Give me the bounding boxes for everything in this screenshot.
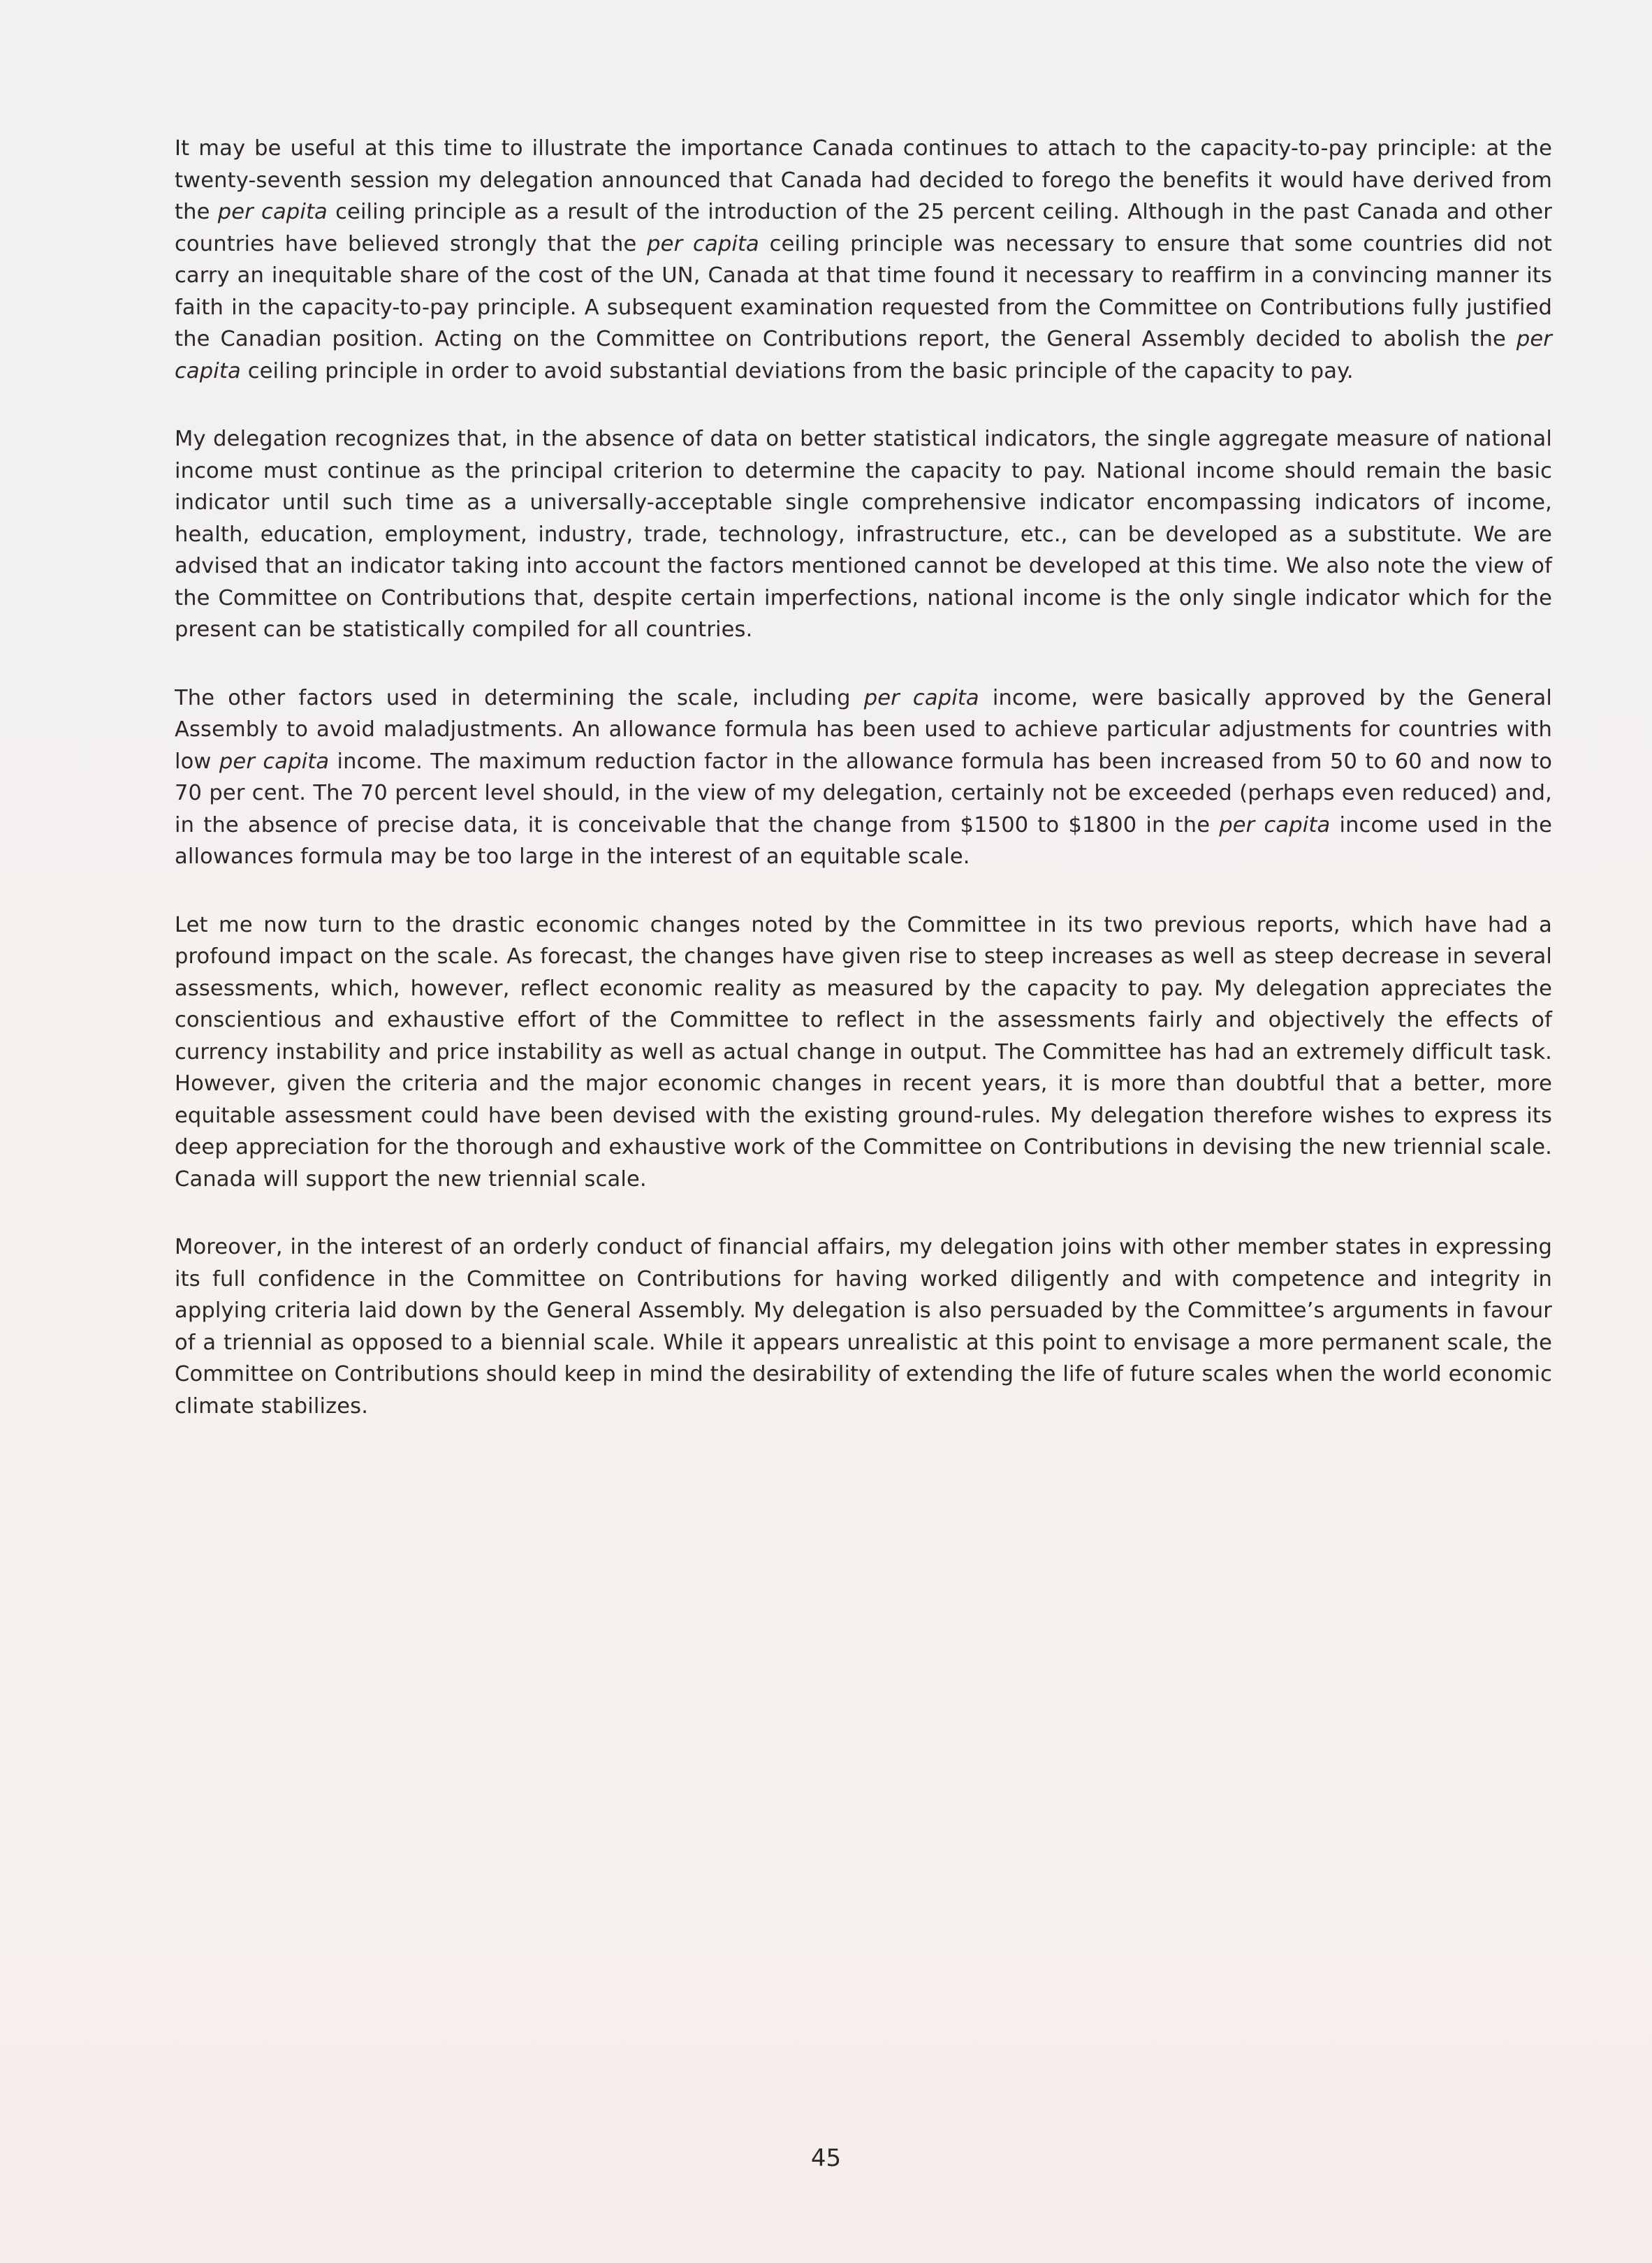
paragraph-other-factors: The other factors used in determining the scale, including per capita income, were basically approved by the General Assembly to avoid maladjustments. An allowance formula has been used to achieve particular adjustments for countries with low per capita income. The maximum reduction factor in the allowance formula has been increased from 50 to 60 and now to 70 per cent. The 70 percent level should, in the view of my delegation, certainly not be exceeded (perhaps even reduced) and, in the absence of precise data, it is conceivable that the change from $1500 to $1800 in the per capita income used in the allowances formula may be too large in the interest of an equitable scale. — [175, 685, 1553, 869]
italic-per-capita: per capita — [1219, 812, 1331, 837]
italic-per-capita: per capita — [217, 200, 328, 224]
italic-per-capita: per capita — [647, 231, 759, 256]
paragraph-capacity-to-pay: It may be useful at this time to illustrate the importance Canada continues to attach to the capacity-to-pay principle: at the twenty-seventh session my delegation announced that Canada had decided to forego the benefits it would have derived from the per capita ceiling principle as a result of the introduction of the 25 percent ceiling. Although in the past Canada and other countries have believed strongly that the per capita ceiling principle was necessary to ensure that some countries did not carry an inequitable share of the cost of the UN, Canada at that time found it necessary to reaffirm in a convincing manner its faith in the capacity-to-pay principle. A subsequent examination requested from the Committee on Contributions fully justified the Canadian position. Acting on the Committee on Contributions report, the General Assembly decided to abolish the per capita ceiling principle in order to avoid substantial deviations from the basic principle of the capacity to pay. — [175, 136, 1553, 383]
italic-per-capita: per capita — [219, 749, 330, 774]
page-number: 45 — [810, 2144, 842, 2172]
paragraph-economic-changes: Let me now turn to the drastic economic changes noted by the Committee in its two previous reports, which have had a profound impact on the scale. As forecast, the changes have given rise to steep increases as well as steep decrease in several assessments, which, however, reflect economic reality as measured by the capacity to pay. My delegation appreciates the conscientious and exhaustive effort of the Committee to reflect in the assessments fairly and objectively the effects of currency instability and price instability as well as actual change in output. The Committee has had an extremely difficult task. However, given the criteria and the major economic changes in recent years, it is more than doubtful that a better, more equitable assessment could have been devised with the existing ground-rules. My delegation therefore wishes to express its deep appreciation for the thorough and exhaustive work of the Committee on Contributions in devising the new triennial scale. Canada will support the new triennial scale. — [175, 912, 1552, 1192]
italic-per-capita: per capita — [863, 685, 979, 710]
paragraph-orderly-conduct: Moreover, in the interest of an orderly conduct of financial affairs, my delegation joins with other member states in expressing its full confidence in the Committee on Contributions for having worked diligently and with competence and integrity in applying criteria laid down by the General Assembly. My delegation is also persuaded by the Committee’s arguments in favour of a triennial as opposed to a biennial scale. While it appears unrealistic at this point to envisage a more permanent scale, the Committee on Contributions should keep in mind the desirability of extending the life of future scales when the world economic climate stabilizes. — [175, 1235, 1552, 1419]
paragraph-national-income: My delegation recognizes that, in the absence of data on better statistical indicators, the single aggregate measure of national income must continue as the principal criterion to determine the capacity to pay. National income should remain the basic indicator until such time as a universally-acceptable single comprehensive indicator encompassing indicators of income, health, education, employment, industry, trade, technology, infrastructure, etc., can be developed as a substitute. We are advised that an indicator taking into account the factors mentioned cannot be developed at this time. We also note the view of the Committee on Contributions that, despite certain imperfections, national income is the only single indicator which for the present can be statistically compiled for all countries. — [175, 427, 1552, 642]
italic-per-capita: per capita — [175, 327, 1552, 383]
body-text — [175, 133, 1552, 1458]
